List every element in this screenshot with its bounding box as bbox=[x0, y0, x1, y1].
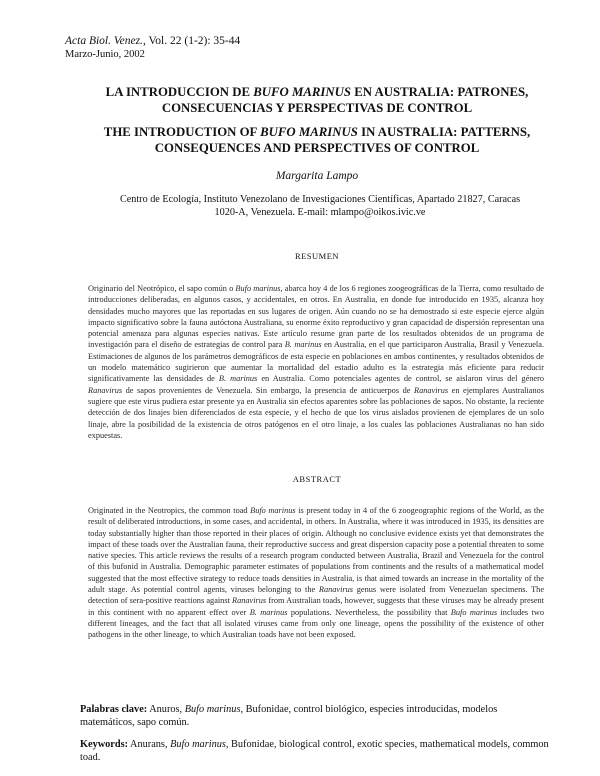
keywords-english: Keywords: Anurans, Bufo marinus, Bufonidae, biological control, exotic species, mathematical models, common toad. bbox=[80, 739, 549, 763]
journal-volume: , Vol. 22 (1-2): 35-44 bbox=[142, 35, 241, 47]
title-species-en: BUFO MARINUS bbox=[260, 125, 358, 139]
keywords-english-label: Keywords: bbox=[80, 739, 129, 750]
author-affiliation: Centro de Ecología, Instituto Venezolano de Investigaciones Científicas, Apartado 21827, Caracas 1020-A, Venezuela. E-mail: mlampo@oikos.ivic.ve bbox=[119, 194, 521, 218]
title-english: THE INTRODUCTION OF BUFO MARINUS IN AUSTRALIA: PATTERNS, CONSEQUENCES AND PERSPECTIVES OF CONTROL bbox=[103, 125, 531, 155]
keywords-spanish: Palabras clave: Anuros, Bufo marinus, Bufonidae, control biológico, especies introducidas, modelos matemáticos, sapo común. bbox=[80, 704, 498, 728]
journal-name: Acta Biol. Venez. bbox=[65, 35, 143, 47]
title-spanish: LA INTRODUCCION DE BUFO MARINUS EN AUSTRALIA: PATRONES, CONSECUENCIAS Y PERSPECTIVAS DE CONTROL bbox=[105, 85, 529, 115]
resumen-heading: RESUMEN bbox=[294, 251, 340, 261]
author-name: Margarita Lampo bbox=[275, 170, 359, 182]
keywords-spanish-label: Palabras clave: bbox=[80, 704, 148, 715]
abstract-text: Originated in the Neotropics, the common toad Bufo marinus is present today in 4 of the 6 zoogeographic regions of the World, as the result of deliberated introductions, in some cases, and accidental, in others. In Australia, where it was introduced in 1935, its densities are today substantially higher than those reported in their places of origin. Although no conclusive evidence exists yet that demonstrates the impact of these toads over the Australian fauna, their reproductive success and great dispersion capacity pose a potential threaten to some native species. This article reviews the results of a research program conducted between Australia, Brazil and Venezuela for the control of this bufonid in Australia. Demographic parameter estimates of populations from continents and the results of a mathematical model suggested that the most effective strategy to reduce toads densities in Australia, is that aimed towards an increase in the mortality of the adult stage. As potential control agents, viruses belonging to the Ranavirus genus were isolated from Venezuelan specimens. The detection of sera-positive reactions against Ranavirus from Australian toads, however, suggests that these viruses may be already present in this continent with no apparent effect over B. marinus populations. Nevertheless, the possibility that Bufo marinus includes two different lineages, and the fact that all isolated viruses came from only one lineage, opens the possibility of the existence of other pathogens in the other lineage, to which Australian toads have not been exposed. bbox=[88, 506, 545, 640]
title-species-es: BUFO MARINUS bbox=[253, 85, 352, 99]
publication-date: Marzo-Junio, 2002 bbox=[65, 49, 145, 60]
abstract-heading: ABSTRACT bbox=[292, 474, 342, 484]
journal-citation bbox=[65, 34, 240, 48]
resumen-text: Originario del Neotrópico, el sapo común o Bufo marinus, abarca hoy 4 de los 6 regiones zoogeográficas de la Tierra, como resultado de introducciones deliberadas, en algunos casos, y accidentales, en otros. En Australia, en donde fue introducido en 1935, alcanza hoy densidades mucho mayores que las reportadas en sus lugares de origen. Aún cuando no se ha demostrado si este especie ejerce algún impacto significativo sobre la fauna autóctona Australiana, su enorme éxito reproductivo y gran capacidad de dispersión representan una potencial amenaza para algunas especies nativas. Este artículo resume gran parte de los resultados obtenidos de un programa de investigación para el diseño de estrategias de control para B. marinus en Australia, en el que participaron Australia, Brasil y Venezuela. Estimaciones de algunos de los parámetros demográficos de esta especie en poblaciones en ambos continentes, y resultados obtenidos de un modelo matemático sugirieron que aumentar la mortalidad del estadio adulto es la estrategia más eficiente para reducir significativamente las densidades de B. marinus en Australia. Como potenciales agentes de control, se aislaron virus del género Ranavirus de sapos provenientes de Venezuela. Sin embargo, la presencia de anticuerpos de Ranavirus en ejemplares Australianos sugiere que este virus pudiera estar presente ya en Australia sin efectos aparentes sobre las poblaciones de sapos. No obstante, la reciente detección de dos linajes bien diferenciados de esta especie, y el hecho de que los virus aislados provienen de ejemplares de un solo linaje, abre la posibilidad de la existencia de otros patógenos en el otro linaje, a los cuales las poblaciones Australianas no han sido expuestas. bbox=[88, 284, 545, 440]
